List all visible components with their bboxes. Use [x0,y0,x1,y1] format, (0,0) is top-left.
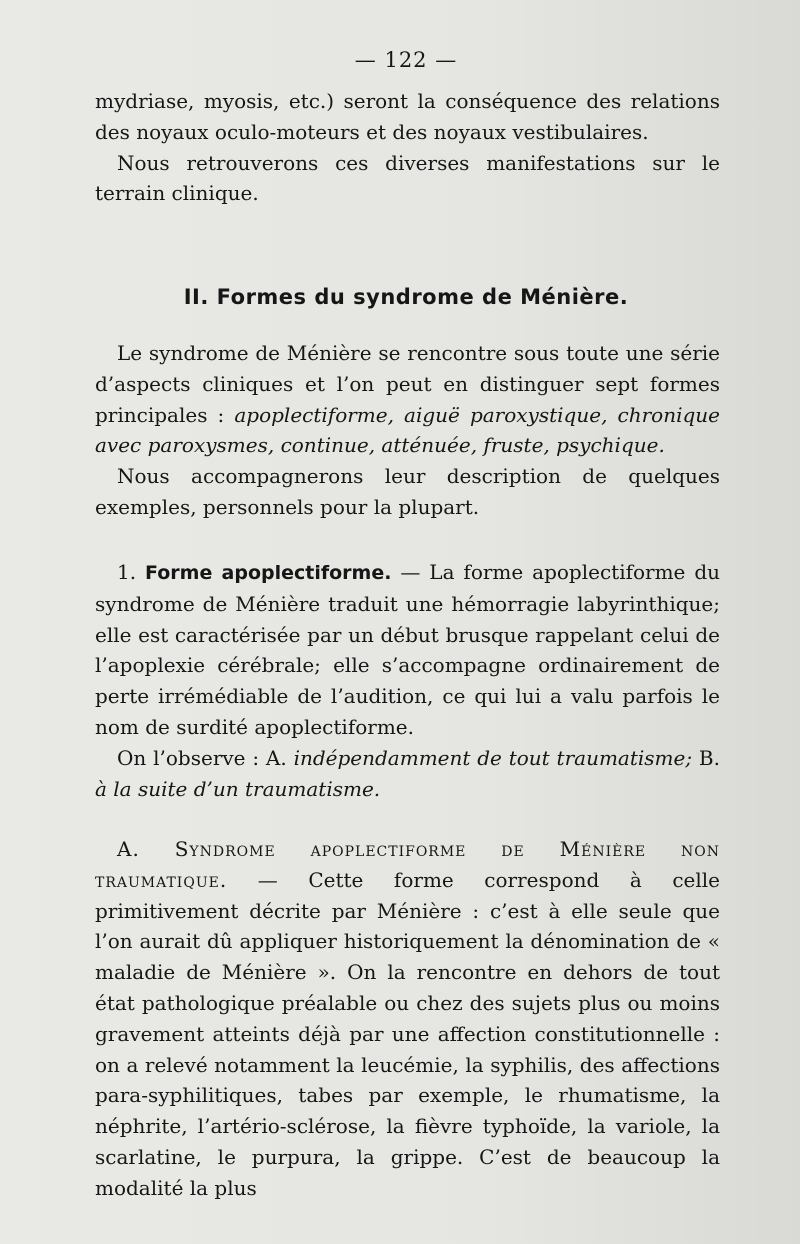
observe-b: à la suite d’un traumatisme. [95,776,381,801]
paragraph-clinical: Nous retrouverons ces diverses manifestations sur le terrain clinique. [95,150,720,206]
paragraph-form1 [95,557,720,743]
subsection-a-body: — Cette forme correspond à celle primitivement décrite par Ménière : c’est à elle seule que l’on aurait dû appliquer historiquement la dénomination de « maladie de Ménière ». On la rencontre en dehors de tout état pathologique préalable ou chez des sujets plus ou moins gravement atteints déjà par une affection constitutionnelle : on a relevé notamment la leucémie, la syphilis, des affections para-syphilitiques, tabes par exemple, le rhumatisme, la néphrite, l’artério-sclérose, la fièvre typhoïde, la variole, la scarlatine, le purpura, la grippe. C’est de beaucoup la modalité la plus [95,867,720,1200]
forms-intro: Le syndrome de Ménière se rencontre sous toute une série d’aspects cliniques et l’on peut en distinguer sept formes principales : [95,341,720,427]
section-heading: II. Formes du syndrome de Ménière. [183,285,629,309]
forms-list: apoplectiforme, aiguë paroxystique, chronique avec paroxysmes, continue, atténuée, fruste, psychique. [95,402,720,458]
paragraph-forms [95,338,720,461]
subsection-a-text [95,834,720,1204]
observe-intro: On l’observe : A. [117,745,294,770]
subsection-a-heading: A. Syndrome apoplectiforme de Ménière non traumatique. [95,837,720,892]
paragraph-observe [95,743,720,805]
observe-a: indépendamment de tout traumatisme; [293,745,693,770]
paragraph-examples: Nous accompagnerons leur description de quelques exemples, personnels pour la plupart. [95,464,720,519]
form1-number: 1. [117,560,137,584]
form1-title: Forme apoplectiforme. [145,562,392,584]
page-number: — 122 — [354,48,458,72]
form1-description: — La forme apoplectiforme du syndrome de Ménière traduit une hémorragie labyrinthique; elle est caractérisée par un début brusque rappelant celui de l’apoplexie cérébrale; elle s’accompagne ordinairement de perte irrémédiable de l’audition, ce qui lui a valu parfois le nom de surdité apoplectiforme. [95,560,720,739]
form1-text [95,557,720,804]
intro-text [95,338,720,523]
top-text [95,86,720,209]
paragraph-continuation: mydriase, myosis, etc.) seront la conséquence des relations des noyaux oculo-moteurs et des noyaux vestibulaires. [95,89,720,144]
observe-b-label: B. [692,745,720,770]
paragraph-subsection-a [95,834,720,1204]
